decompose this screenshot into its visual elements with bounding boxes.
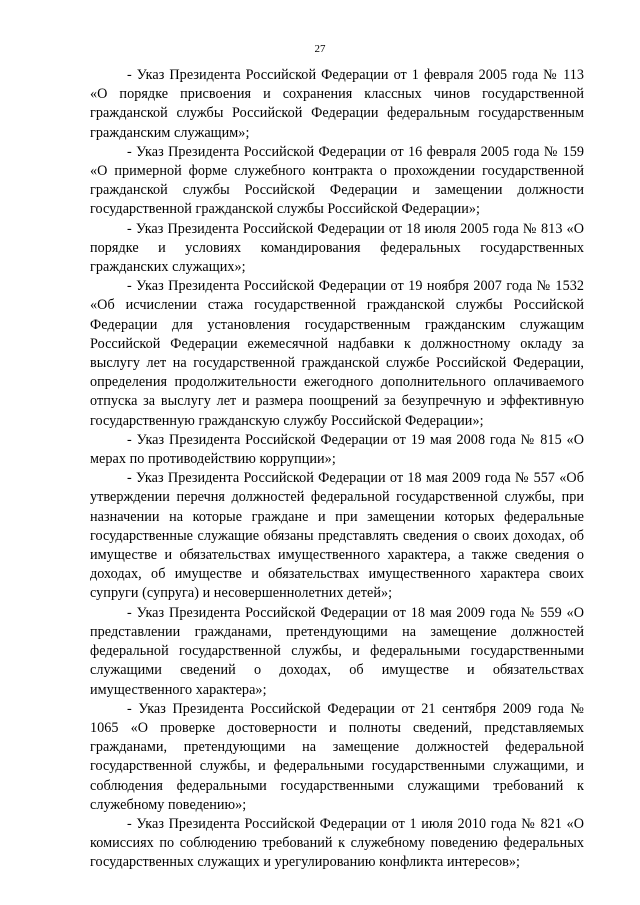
paragraph-decree-815: - Указ Президента Российской Федерации от 19 мая 2008 года № 815 «О мерах по противодействию коррупции»; [90, 431, 584, 468]
page-number: 27 [314, 43, 326, 55]
paragraph-decree-559: - Указ Президента Российской Федерации от 18 мая 2009 года № 559 «О представлении гражданами, претендующими на замещение должностей федеральной государственной службы, и федеральными государственными служащими сведений о доходах, об имуществе и обязательствах имущественного характера»; [90, 604, 584, 698]
paragraph-decree-813: - Указ Президента Российской Федерации от 18 июля 2005 года № 813 «О порядке и условиях командирования федеральных государственных гражданских служащих»; [90, 220, 584, 276]
paragraph-decree-557: - Указ Президента Российской Федерации от 18 мая 2009 года № 557 «Об утверждении перечня должностей федеральной государственной службы, при назначении на которые граждане и при замещении которых федеральные государственные служащие обязаны представлять сведения о своих доходах, об имуществе и обязательствах имущественного характера, а также сведения о доходах, об имуществе и обязательствах имущественного характера своих супруги (супруга) и несовершеннолетних детей»; [90, 470, 584, 602]
paragraph-decree-159: - Указ Президента Российской Федерации от 16 февраля 2005 года № 159 «О примерной форме служебного контракта о прохождении государственной гражданской службы Российской Федерации и замещении должности государственной гражданской службы Российской Федерации»; [90, 143, 584, 218]
paragraph-decree-113: - Указ Президента Российской Федерации от 1 февраля 2005 года № 113 «О порядке присвоения и сохранения классных чинов государственной гражданской службы Российской Федерации федеральным государственным гражданским служащим»; [90, 67, 584, 141]
paragraph-decree-821: - Указ Президента Российской Федерации от 1 июля 2010 года № 821 «О комиссиях по соблюдению требований к служебному поведению федеральных государственных служащих и урегулированию конфликта интересов»; [90, 815, 584, 871]
paragraph-decree-1065: - Указ Президента Российской Федерации от 21 сентября 2009 года № 1065 «О проверке достоверности и полноты сведений, представляемых гражданами, претендующими на замещение должностей федеральной государственной службы, и федеральными государственными служащими, и соблюдения федеральными государственными служащими требований к служебному поведению»; [90, 700, 584, 813]
document-body [90, 66, 584, 873]
paragraph-decree-1532: - Указ Президента Российской Федерации от 19 ноября 2007 года № 1532 «Об исчислении стажа государственной гражданской службы Российской Федерации для установления государственным гражданским служащим Российской Федерации ежемесячной надбавки к должностному окладу за выслугу лет на государственной гражданской службе Российской Федерации, определения продолжительности ежегодного дополнительного оплачиваемого отпуска за выслугу лет и размера поощрений за безупречную и эффективную государственную гражданскую службу Российской Федерации»; [90, 278, 584, 429]
